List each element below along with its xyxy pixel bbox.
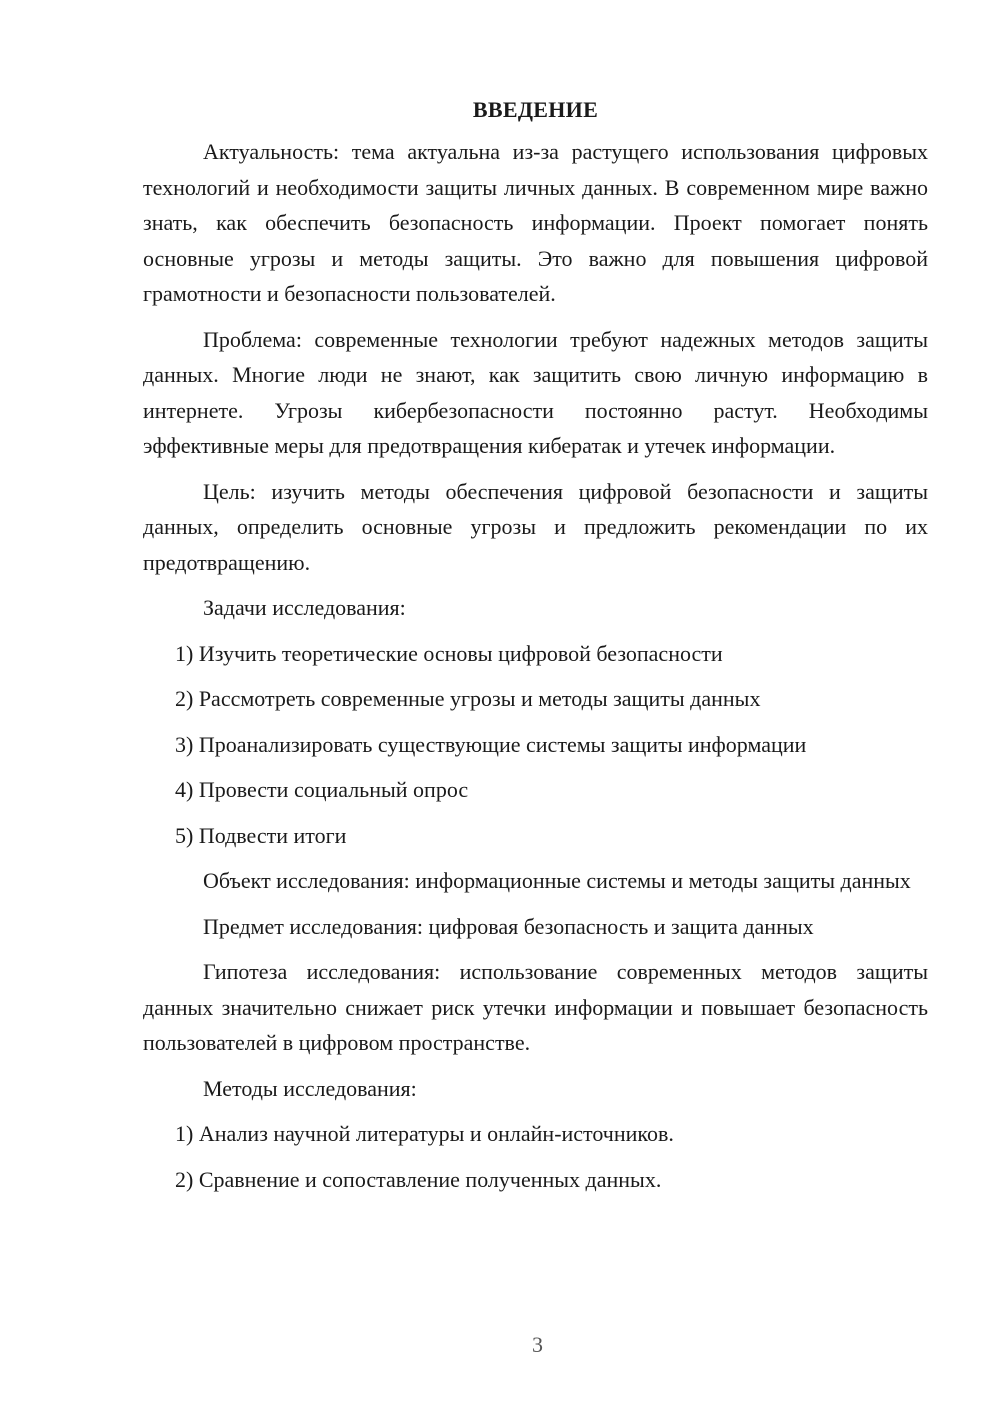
methods-list: [143, 1116, 928, 1197]
object-paragraph: Объект исследования: информационные системы и методы защиты данных: [203, 868, 911, 893]
methods-heading: Методы исследования:: [203, 1075, 417, 1101]
goal-paragraph: Цель: изучить методы обеспечения цифровой безопасности и защиты данных, определить основные угрозы и предложить рекомендации по их предотвращению.: [143, 478, 928, 575]
hypothesis-paragraph: Гипотеза исследования: использование современных методов защиты данных значительно снижает риск утечки информации и повышает безопасность пользователей в цифровом пространстве.: [143, 959, 928, 1055]
tasks-heading: Задачи исследования:: [203, 595, 406, 620]
list-item: 1) Изучить теоретические основы цифровой безопасности: [175, 640, 723, 666]
document-page: [143, 92, 928, 1207]
tasks-list: [143, 636, 928, 854]
list-item: 5) Подвести итоги: [175, 822, 347, 848]
problem-paragraph: Проблема: современные технологии требуют надежных методов защиты данных. Многие люди не знают, как защитить свою личную информацию в интернете. Угрозы кибербезопасности постоянно растут. Необходимы эффективные меры для предотвращения кибератак и утечек информации.: [143, 326, 928, 458]
list-item: 4) Провести социальный опрос: [175, 777, 469, 802]
list-item: 1) Анализ научной литературы и онлайн-источников.: [175, 1121, 674, 1146]
list-item: 2) Сравнение и сопоставление полученных данных.: [175, 1166, 662, 1192]
list-item: 3) Проанализировать существующие системы защиты информации: [175, 731, 807, 757]
page-title: ВВЕДЕНИЕ: [472, 97, 599, 122]
page-number: 3: [532, 1332, 543, 1357]
list-item: 2) Рассмотреть современные угрозы и методы защиты данных: [175, 686, 761, 711]
relevance-paragraph: Актуальность: тема актуальна из-за растущего использования цифровых технологий и необходимости защиты личных данных. В современном мире важно знать, как обеспечить безопасность информации. Проект помогает понять основные угрозы и методы защиты. Это важно для повышения цифровой грамотности и безопасности пользователей.: [143, 139, 928, 306]
subject-paragraph: Предмет исследования: цифровая безопасность и защита данных: [203, 913, 814, 939]
